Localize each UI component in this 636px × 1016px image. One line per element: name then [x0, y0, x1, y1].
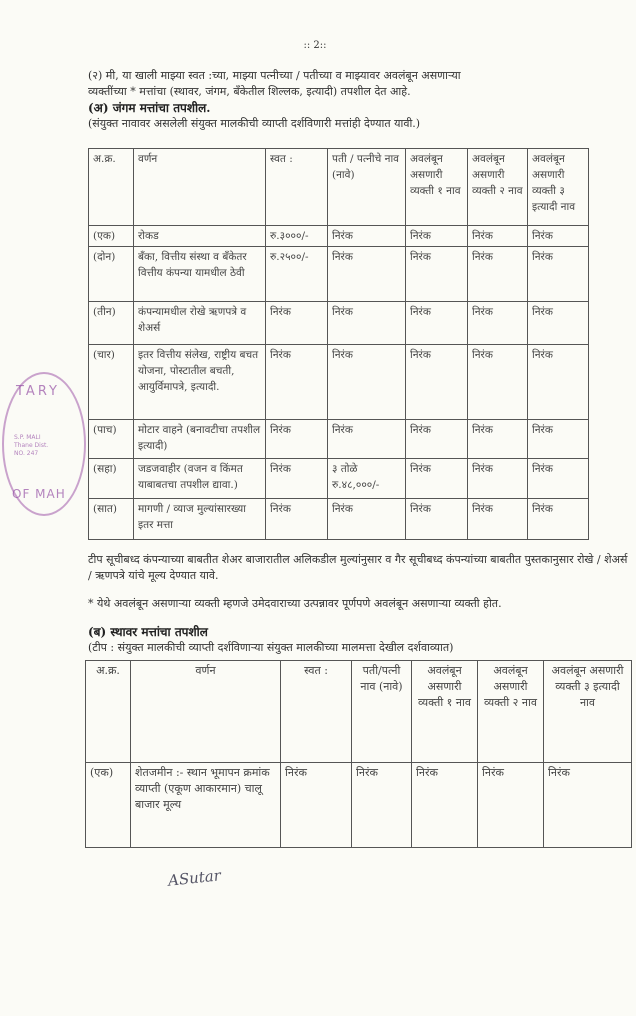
note-immovable: (टीप : संयुक्त मालकीची व्याप्ती दर्शविणाऱ्या संयुक्त मालकीच्या मालमत्ता देखील दर्शवाव्यात) [88, 641, 454, 654]
cell: निरंक [266, 345, 328, 420]
cell: निरंक [528, 345, 589, 420]
cell: निरंक [266, 459, 328, 499]
cell: निरंक [412, 763, 478, 848]
notary-stamp: TARY S.P. MALI Thane Dist. NO. 247 OF MAH [2, 372, 86, 516]
header-cell: अवलंबून असणारी व्यक्ती ३ इत्यादी नाव [544, 661, 632, 763]
cell: निरंक [406, 302, 468, 345]
note-movable: (संयुक्त नावावर असलेली संयुक्त मालकीची व्याप्ती दर्शविणारी मत्तांही देण्यात यावी.) [88, 117, 421, 130]
movable-assets-table [88, 148, 589, 540]
table-row [89, 420, 589, 459]
cell: निरंक [406, 499, 468, 540]
heading-immovable: (ब) स्थावर मत्तांचा तपशील [88, 625, 208, 639]
header-cell: पती / पत्नीचे नाव (नावे) [328, 149, 406, 226]
cell: निरंक [328, 302, 406, 345]
table-row [89, 459, 589, 499]
cell: निरंक [281, 763, 352, 848]
cell: रु.२५००/- [266, 247, 328, 302]
table-row [89, 499, 589, 540]
cell: निरंक [468, 302, 528, 345]
cell: निरंक [544, 763, 632, 848]
heading-movable: (अ) जंगम मत्तांचा तपशील. [88, 101, 211, 115]
cell: (चार) [89, 345, 134, 420]
header-cell: अ.क्र. [89, 149, 134, 226]
cell: (सहा) [89, 459, 134, 499]
cell: निरंक [468, 345, 528, 420]
header-cell: स्वत : [266, 149, 328, 226]
cell: निरंक [328, 499, 406, 540]
cell: (एक) [89, 226, 134, 247]
cell: इतर वित्तीय संलेख, राष्ट्रीय बचत योजना, पोस्टातील बचती, आयुर्विमापत्रे, इत्यादी. [134, 345, 266, 420]
header-cell: वर्णन [134, 149, 266, 226]
cell: मोटार वाहने (बनावटीचा तपशील इत्यादी) [134, 420, 266, 459]
table-row [89, 302, 589, 345]
header-cell: अवलंबून असणारी व्यक्ती २ नाव [478, 661, 544, 763]
header-cell: अवलंबून असणारी व्यक्ती १ नाव [412, 661, 478, 763]
cell: निरंक [528, 247, 589, 302]
table-row [89, 226, 589, 247]
cell: निरंक [266, 499, 328, 540]
header-cell: अवलंबून असणारी व्यक्ती १ नाव [406, 149, 468, 226]
cell: निरंक [528, 302, 589, 345]
cell: बँका, वित्तीय संस्था व बँकेतर वित्तीय कंपन्या यामधील ठेवी [134, 247, 266, 302]
cell: रोकड [134, 226, 266, 247]
cell: निरंक [406, 345, 468, 420]
cell: रु.३०००/- [266, 226, 328, 247]
header-cell: पती/पत्नी नाव (नावे) [352, 661, 412, 763]
note-asterisk: * येथे अवलंबून असणाऱ्या व्यक्ती म्हणजे उमेदवाराच्या उत्पन्नावर पूर्णपणे अवलंबून असणाऱ्या व्यक्ती होत. [88, 597, 502, 610]
header-cell: अ.क्र. [86, 661, 131, 763]
cell: निरंक [468, 247, 528, 302]
cell: निरंक [328, 247, 406, 302]
table-header-row [86, 661, 632, 763]
cell: (एक) [86, 763, 131, 848]
cell: (तीन) [89, 302, 134, 345]
cell: (दोन) [89, 247, 134, 302]
cell: निरंक [328, 345, 406, 420]
header-cell: वर्णन [131, 661, 281, 763]
intro-line-2: व्यक्तींच्या * मत्तांचा (स्थावर, जंगम, बँकेतील शिल्लक, इत्यादी) तपशील देत आहे. [88, 85, 411, 98]
cell: निरंक [468, 226, 528, 247]
cell: निरंक [266, 420, 328, 459]
intro-line-1: (२) मी, या खाली माझ्या स्वत :च्या, माझ्या पत्नीच्या / पतीच्या व माझ्यावर अवलंबून असणाऱ्या [88, 69, 461, 82]
cell: निरंक [406, 459, 468, 499]
notes-block [88, 552, 630, 656]
cell: निरंक [406, 420, 468, 459]
cell: निरंक [328, 226, 406, 247]
cell: निरंक [528, 499, 589, 540]
header-cell: स्वत : [281, 661, 352, 763]
cell: निरंक [352, 763, 412, 848]
table-row [89, 345, 589, 420]
note-tip: टीप सूचीबध्द कंपन्याच्या बाबतीत शेअर बाजारातील अलिकडील मुल्यांनुसार व गैर सूचीबध्द कंपन्यांच्या बाबतीत पुस्तकानुसार रोखे / शेअर्स / ऋणपत्रे यांचे मूल्य देण्यात यावे. [88, 553, 628, 582]
header-cell: अवलंबून असणारी व्यक्ती २ नाव [468, 149, 528, 226]
cell: निरंक [266, 302, 328, 345]
table-header-row [89, 149, 589, 226]
cell: (सात) [89, 499, 134, 540]
cell: निरंक [406, 247, 468, 302]
immovable-assets-table [85, 660, 632, 848]
cell: निरंक [468, 499, 528, 540]
cell: ३ तोळे रु.४८,०००/- [328, 459, 406, 499]
cell: निरंक [328, 420, 406, 459]
cell: शेतजमीन :- स्थान भूमापन क्रमांक व्याप्ती (एकूण आकारमान) चालू बाजार मूल्य [131, 763, 281, 848]
cell: निरंक [528, 420, 589, 459]
cell: निरंक [468, 459, 528, 499]
cell: निरंक [468, 420, 528, 459]
page-number: :: 2:: [303, 40, 327, 51]
cell: जडजवाहीर (वजन व किंमत याबाबतचा तपशील द्यावा.) [134, 459, 266, 499]
cell: मागणी / व्याज मुल्यांसारख्या इतर मत्ता [134, 499, 266, 540]
signature: ASutar [167, 866, 222, 890]
cell: (पाच) [89, 420, 134, 459]
cell: कंपन्यामधील रोखे ऋणपत्रे व शेअर्स [134, 302, 266, 345]
cell: निरंक [528, 226, 589, 247]
cell: निरंक [406, 226, 468, 247]
cell: निरंक [528, 459, 589, 499]
header-cell: अवलंबून असणारी व्यक्ती ३ इत्यादी नाव [528, 149, 589, 226]
table-row [89, 247, 589, 302]
cell: निरंक [478, 763, 544, 848]
table-row [86, 763, 632, 848]
